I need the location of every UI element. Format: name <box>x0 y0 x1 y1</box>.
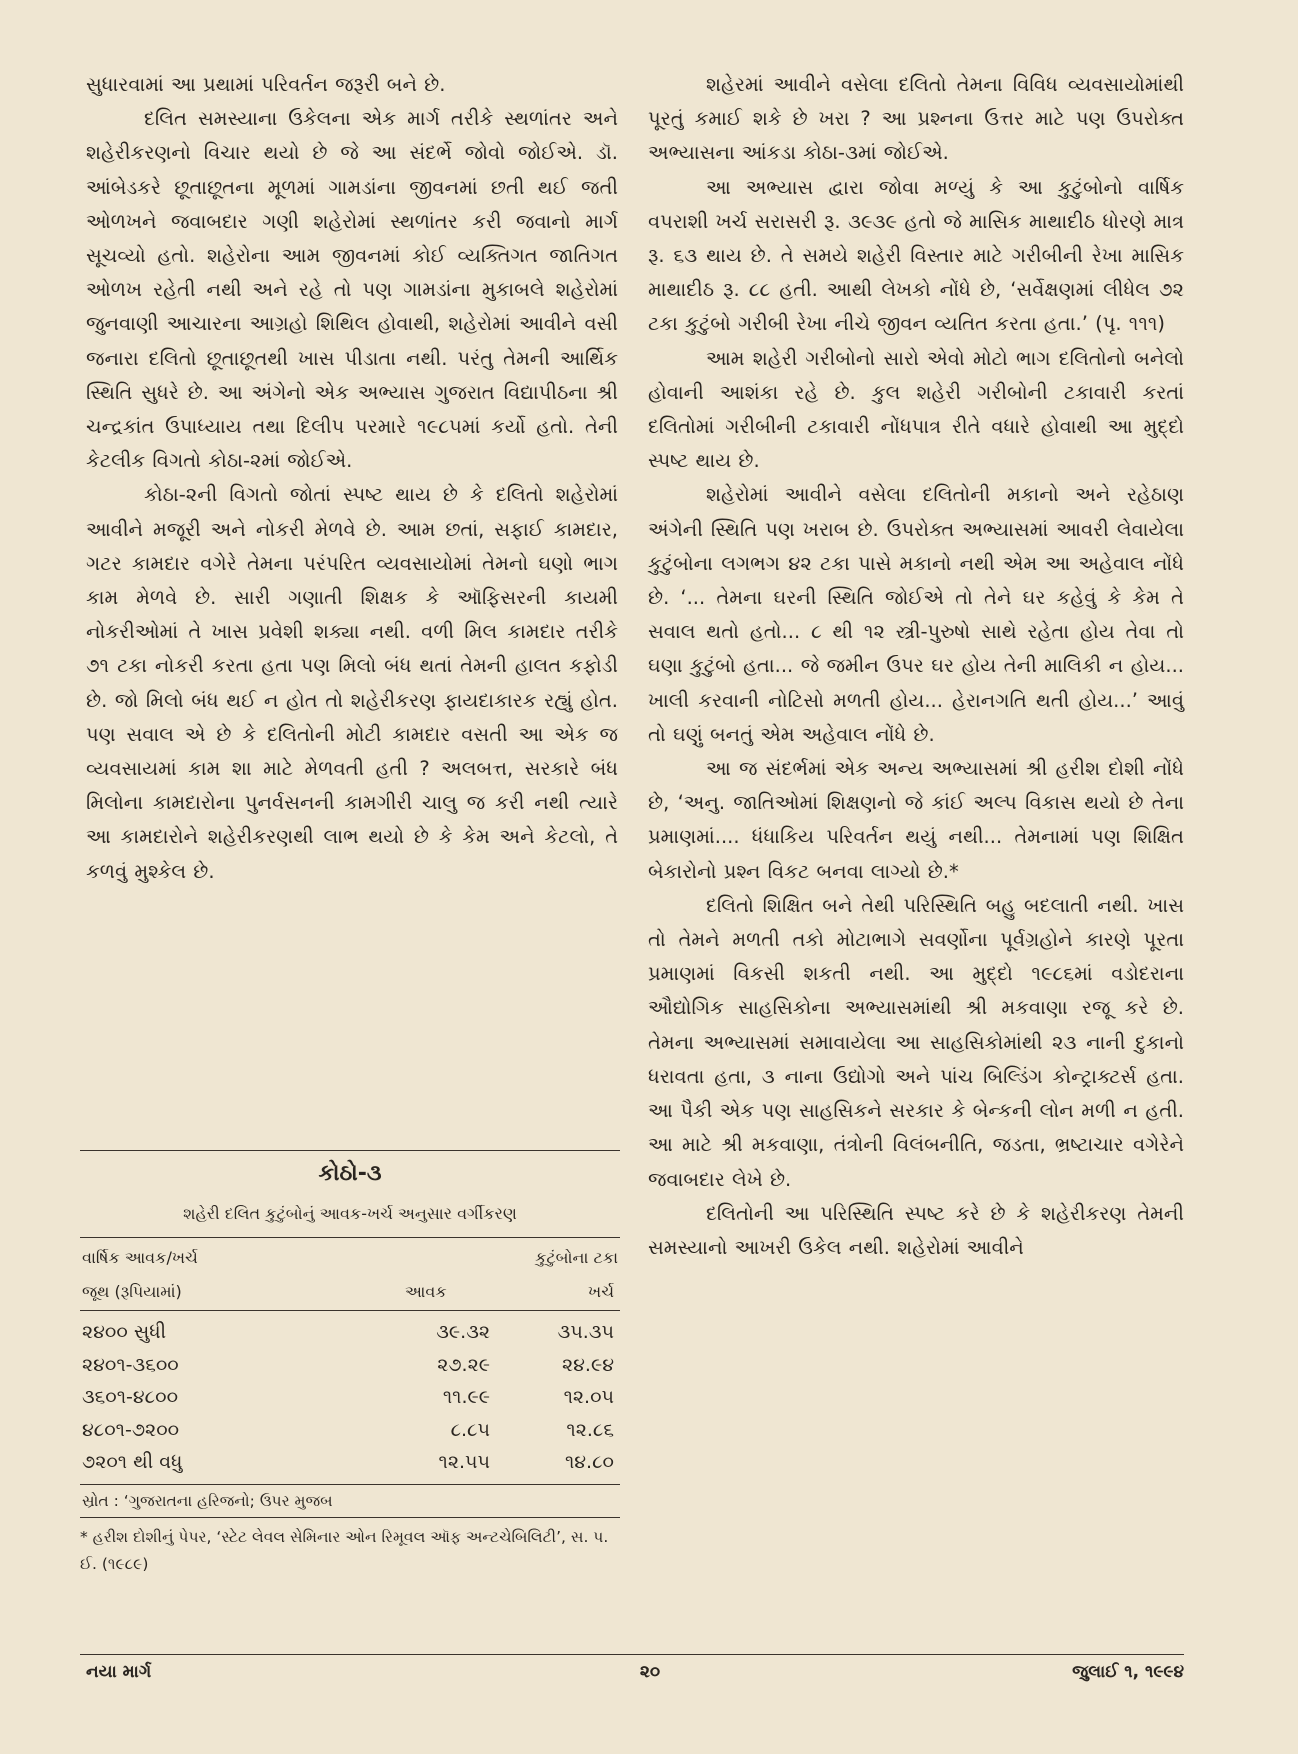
left-column <box>86 68 618 889</box>
header-group-line1: વાર્ષિક આવક/ખર્ચ <box>82 1248 198 1267</box>
table-row: ૩૬૦૧-૪૮૦૦ ૧૧.૯૯ ૧૨.૦૫ <box>82 1386 614 1408</box>
table-row: ૨૪૦૧-૩૬૦૦ ૨૭.૨૯ ૨૪.૯૪ <box>82 1353 614 1376</box>
paragraph: દલિતો શિક્ષિત બને તેથી પરિસ્થિતિ બહુ બદલાતી નથી. ખાસ તો તેમને મળતી તકો મોટાભાગે સવર્ણોના પૂર્વગ્રહોને કારણે પૂરતા પ્રમાણમાં વિકસી શકતી નથી. આ મુદ્દો ૧૯૮૬માં વડોદરાના ઔદ્યોગિક સાહસિકોના અભ્યાસમાંથી શ્રી મકવાણા રજૂ કરે છે. તેમના અભ્યાસમાં સમાવાયેલા આ સાહસિકોમાંથી ૨૩ નાની દુકાનો ધરાવતા હતા, ૩ નાના ઉદ્યોગો અને પાંચ બિલ્ડિંગ કોન્ટ્રાક્ટર્સ હતા. આ પૈકી એક પણ સાહસિકને સરકાર કે બેન્કની લોન મળી ન હતી. આ માટે શ્રી મકવાણા, તંત્રોની વિલંબનીતિ, જડતા, ભ્રષ્ટાચાર વગેરેને જવાબદાર લેખે છે. <box>648 893 1184 1191</box>
footer-date: જુલાઈ ૧, ૧૯૯૪ <box>1072 1662 1184 1682</box>
table-title: કોઠો-૩ <box>318 1161 382 1186</box>
header-income: આવક <box>405 1282 447 1301</box>
paragraph: સુધારવામાં આ પ્રથામાં પરિવર્તન જરૂરી બને છે. <box>86 73 446 96</box>
header-group-line2: જૂથ (રૂપિયામાં) <box>82 1282 182 1301</box>
footnote: * હરીશ દોશીનું પેપર, ‘સ્ટેટ લેવલ સેમિનાર ઓન રિમૂવલ ઑફ અન્ટચેબિલિટી’, સ. પ. ઈ. (૧૯૮૯) <box>80 1527 609 1573</box>
table-row: ૪૮૦૧-૭૨૦૦ ૮.૮૫ ૧૨.૮૬ <box>82 1418 614 1441</box>
table-row: ૨૪૦૦ સુધી ૩૯.૩૨ ૩૫.૩૫ <box>82 1321 614 1343</box>
paragraph: દલિત સમસ્યાના ઉકેલના એક માર્ગ તરીકે સ્થળાંતર અને શહેરીકરણનો વિચાર થયો છે જે આ સંદર્ભે જોવો જોઈએ. ડૉ. આંબેડકરે છૂતાછૂતના મૂળમાં ગામડાંના જીવનમાં છતી થઈ જતી ઓળખને જવાબદાર ગણી શહેરોમાં સ્થળાંતર કરી જવાનો માર્ગ સૂચવ્યો હતો. શહેરોના આમ જીવનમાં કોઈ વ્યક્તિગત જાતિગત ઓળખ રહેતી નથી અને રહે તો પણ ગામડાંના મુકાબલે શહેરોમાં જુનવાણી આચારના આગ્રહો શિથિલ હોવાથી, શહેરોમાં આવીને વસી જનારા દલિતો છૂતાછૂતથી ખાસ પીડાતા નથી. પરંતુ તેમની આર્થિક સ્થિતિ સુધરે છે. આ અંગેનો એક અભ્યાસ ગુજરાત વિદ્યાપીઠના શ્રી ચન્દ્રકાંત ઉપાધ્યાય તથા દિલીપ પરમારે ૧૯૮૫માં કર્યો હતો. તેની કેટલીક વિગતો કોઠા-૨માં જોઈએ. <box>86 107 618 473</box>
footer-divider <box>80 1654 1184 1655</box>
table-subtitle: શહેરી દલિત કુટુંબોનું આવક-ખર્ચ અનુસાર વર્ગીકરણ <box>183 1204 517 1223</box>
table-body <box>80 1311 620 1484</box>
table-row: ૭૨૦૧ થી વધુ ૧૨.૫૫ ૧૪.૮૦ <box>82 1451 614 1473</box>
paragraph: આમ શહેરી ગરીબોનો સારો એવો મોટો ભાગ દલિતોનો બનેલો હોવાની આશંકા રહે છે. કુલ શહેરી ગરીબોની ટકાવારી કરતાં દલિતોમાં ગરીબીની ટકાવારી નોંધપાત્ર રીતે વધારે હોવાથી આ મુદ્દો સ્પષ્ટ થાય છે. <box>648 346 1184 473</box>
paragraph: આ અભ્યાસ દ્વારા જોવા મળ્યું કે આ કુટુંબોનો વાર્ષિક વપરાશી ખર્ચ સરાસરી રૂ. ૩૯૩૯ હતો જે માસિક માથાદીઠ ધોરણે માત્ર રૂ. ૬૩ થાય છે. તે સમયે શહેરી વિસ્તાર માટે ગરીબીની રેખા માસિક માથાદીઠ રૂ. ૮૮ હતી. આથી લેખકો નોંધે છે, ‘સર્વેક્ષણમાં લીધેલ ૭૨ ટકા કુટુંબો ગરીબી રેખા નીચે જીવન વ્યતિત કરતા હતા.’ (પૃ. ૧૧૧) <box>648 175 1184 336</box>
paragraph: આ જ સંદર્ભમાં એક અન્ય અભ્યાસમાં શ્રી હરીશ દોશી નોંધે છે, ‘અનુ. જાતિઓમાં શિક્ષણનો જે કાંઈ અલ્પ વિકાસ થયો છે તેના પ્રમાણમાં.... ધંધાકિય પરિવર્તન થયું નથી... તેમનામાં પણ શિક્ષિત બેકારોનો પ્રશ્ન વિકટ બનવા લાગ્યો છે.* <box>648 757 1184 883</box>
paragraph: દલિતોની આ પરિસ્થિતિ સ્પષ્ટ કરે છે કે શહેરીકરણ તેમની સમસ્યાનો આખરી ઉકેલ નથી. શહેરોમાં આવીને <box>648 1201 1184 1259</box>
paragraph: શહેરોમાં આવીને વસેલા દલિતોની મકાનો અને રહેઠાણ અંગેની સ્થિતિ પણ ખરાબ છે. ઉપરોક્ત અભ્યાસમાં આવરી લેવાયેલા કુટુંબોના લગભગ ૪૨ ટકા પાસે મકાનો નથી એમ આ અહેવાલ નોંધે છે. ‘... તેમના ઘરની સ્થિતિ જોઈએ તો તેને ઘર કહેવું કે કેમ તે સવાલ થતો હતો... ૮ થી ૧૨ સ્ત્રી-પુરુષો સાથે રહેતા હોય તેવા તો ઘણા કુટુંબો હતા... જે જમીન ઉપર ઘર હોય તેની માલિકી ન હોય... ખાલી કરવાની નોટિસો મળતી હોય... હેરાનગતિ થતી હોય...’ આવું તો ઘણું બનતું એમ અહેવાલ નોંધે છે. <box>648 483 1184 746</box>
footer-magazine-name: નયા માર્ગ <box>86 1662 152 1682</box>
header-expense: ખર્ચ <box>588 1282 614 1301</box>
header-percent: કુટુંબોના ટકા <box>535 1248 618 1267</box>
table-header <box>80 1238 620 1310</box>
paragraph: શહેરમાં આવીને વસેલા દલિતો તેમના વિવિધ વ્યવસાયોમાંથી પૂરતું કમાઈ શકે છે ખરા ? આ પ્રશ્નના ઉત્તર માટે પણ ઉપરોક્ત અભ્યાસના આંકડા કોઠા-૩માં જોઈએ. <box>648 73 1184 165</box>
table-kotho-3 <box>80 1150 620 1578</box>
paragraph: કોઠા-૨ની વિગતો જોતાં સ્પષ્ટ થાય છે કે દલિતો શહેરોમાં આવીને મજૂરી અને નોકરી મેળવે છે. આમ છતાં, સફાઈ કામદાર, ગટર કામદાર વગેરે તેમના પરંપરિત વ્યવસાયોમાં તેમનો ઘણો ભાગ કામ મેળવે છે. સારી ગણાતી શિક્ષક કે ઑફિસરની કાયમી નોકરીઓમાં તે ખાસ પ્રવેશી શક્યા નથી. વળી મિલ કામદાર તરીકે ૭૧ ટકા નોકરી કરતા હતા પણ મિલો બંધ થતાં તેમની હાલત કફોડી છે. જો મિલો બંધ થઈ ન હોત તો શહેરીકરણ ફાયદાકારક રહ્યું હોત. પણ સવાલ એ છે કે દલિતોની મોટી કામદાર વસતી આ એક જ વ્યવસાયમાં કામ શા માટે મેળવતી હતી ? અલબત્ત, સરકારે બંધ મિલોના કામદારોના પુનર્વસનની કામગીરી ચાલુ જ કરી નથી ત્યારે આ કામદારોને શહેરીકરણથી લાભ થયો છે કે કેમ અને કેટલો, તે કળવું મુશ્કેલ છે. <box>86 483 618 883</box>
page-number: ૨૦ <box>639 1662 661 1682</box>
right-column <box>648 68 1184 1265</box>
table-source: સ્રોત : ‘ગુજરાતના હરિજનો; ઉપર મુજબ <box>82 1491 333 1510</box>
